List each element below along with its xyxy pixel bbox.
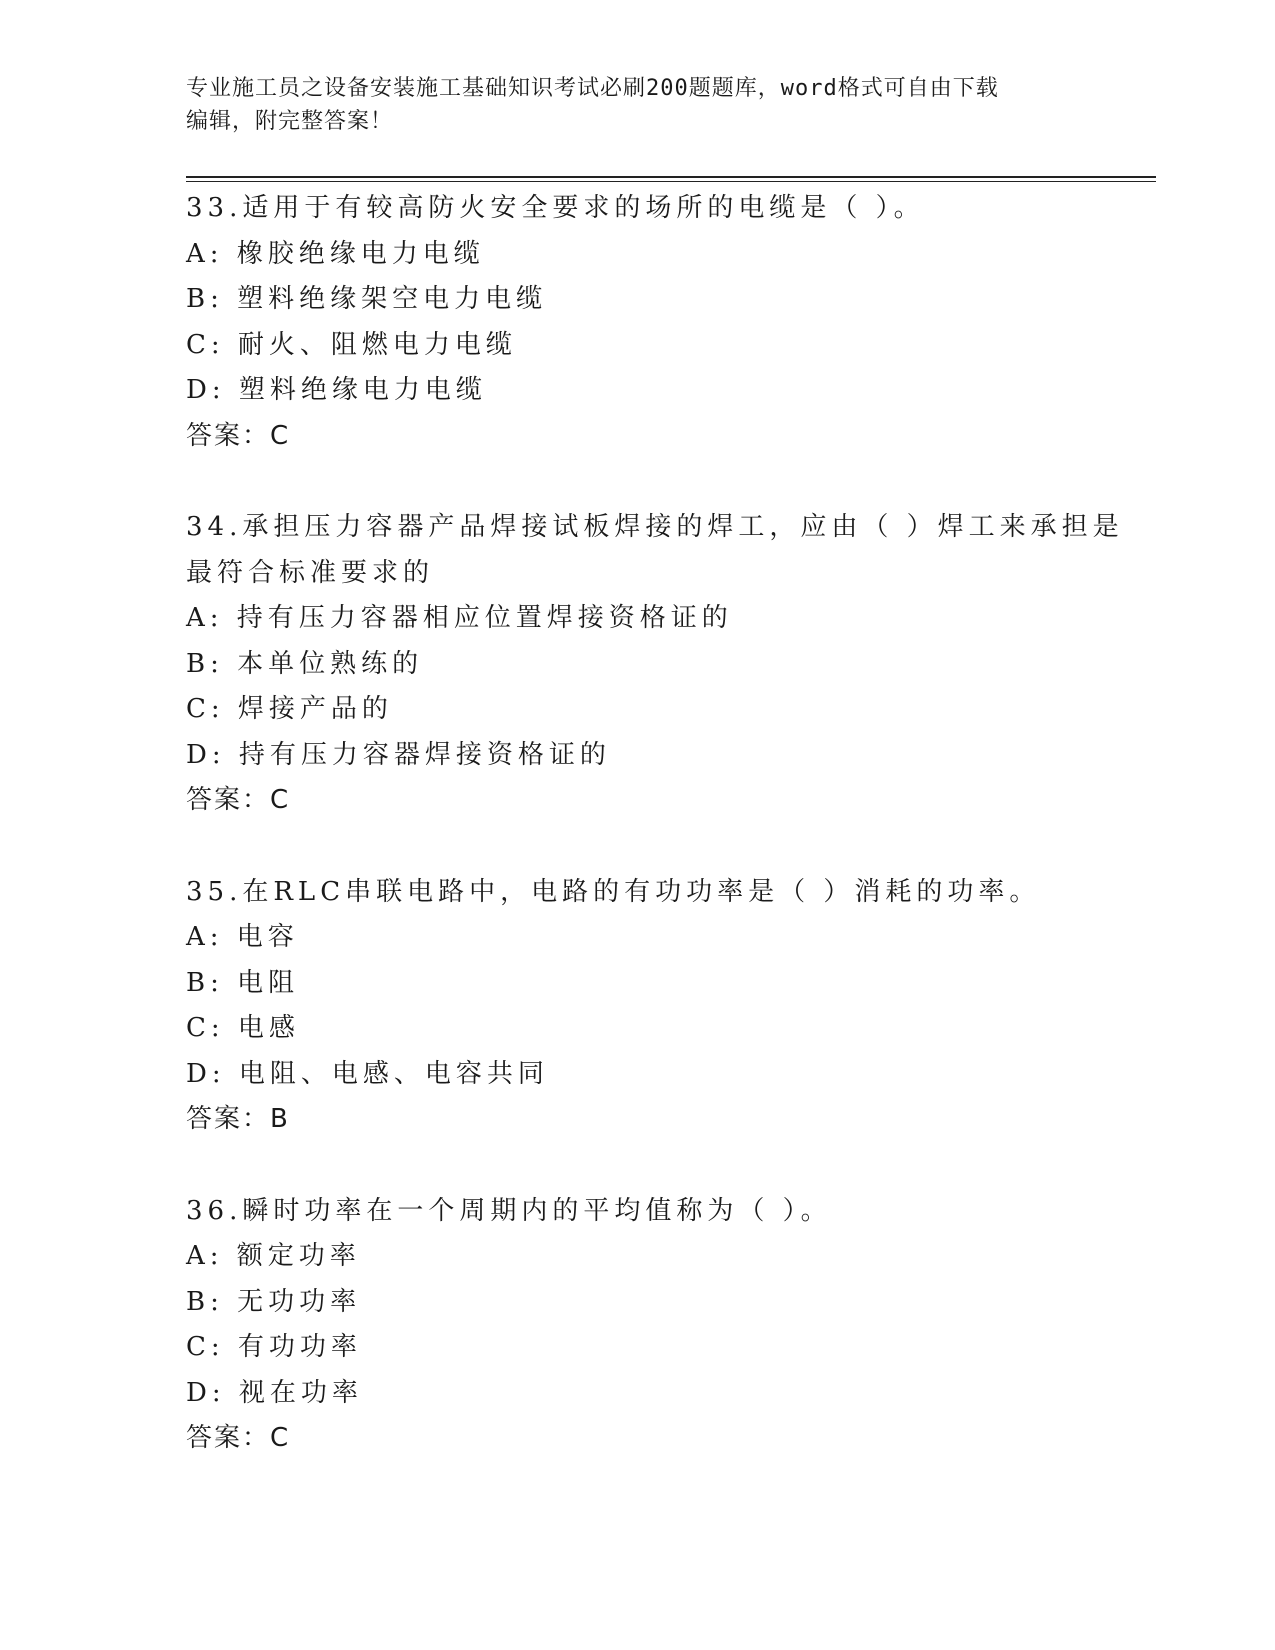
header-divider-thin: [186, 181, 1156, 182]
option-d: D: 塑料绝缘电力电缆: [186, 375, 487, 405]
answer: 答案：C: [186, 785, 291, 815]
question-list: [186, 186, 1124, 1508]
question-34: [186, 505, 1124, 824]
option-c: C: 电感: [186, 1013, 300, 1043]
option-b: B: 塑料绝缘架空电力电缆: [186, 284, 548, 314]
option-b: B: 无功功率: [186, 1286, 362, 1317]
option-d: D: 电阻、电感、电容共同: [186, 1058, 549, 1089]
question-35: [186, 870, 1086, 1143]
option-c: C: 焊接产品的: [186, 694, 393, 724]
answer: 答案：B: [186, 1104, 290, 1134]
question-text: 35.在RLC串联电路中，电路的有功功率是（ ）消耗的功率。: [186, 876, 1041, 907]
question-text-continued: 最符合标准要求的: [186, 557, 435, 588]
option-a: A: 电容: [186, 922, 299, 952]
answer: 答案：C: [186, 1423, 291, 1453]
option-d: D: 视在功率: [186, 1377, 363, 1408]
question-text: 33.适用于有较高防火安全要求的场所的电缆是（ ）。: [186, 193, 925, 223]
header-divider-thick: [186, 176, 1156, 178]
question-text: 36.瞬时功率在一个周期内的平均值称为（ ）。: [186, 1195, 832, 1226]
answer: 答案：C: [186, 420, 291, 451]
document-header: [186, 72, 1086, 138]
option-c: C: 耐火、阻燃电力电缆: [186, 329, 517, 360]
option-a: A: 持有压力容器相应位置焊接资格证的: [186, 603, 733, 633]
option-b: B: 本单位熟练的: [186, 648, 424, 679]
header-line-1: 专业施工员之设备安装施工基础知识考试必刷200题题库，word格式可自由下载: [186, 76, 999, 101]
option-a: A: 橡胶绝缘电力电缆: [186, 238, 485, 269]
option-b: B: 电阻: [186, 967, 300, 998]
question-36: [186, 1189, 1086, 1462]
option-d: D: 持有压力容器焊接资格证的: [186, 739, 611, 770]
question-text: 34.承担压力容器产品焊接试板焊接的焊工，应由（ ）焊工来承担是: [186, 512, 1124, 542]
header-line-2: 编辑，附完整答案！: [186, 109, 394, 134]
option-c: C: 有功功率: [186, 1332, 362, 1362]
option-a: A: 额定功率: [186, 1241, 361, 1271]
question-33: [186, 186, 1086, 459]
